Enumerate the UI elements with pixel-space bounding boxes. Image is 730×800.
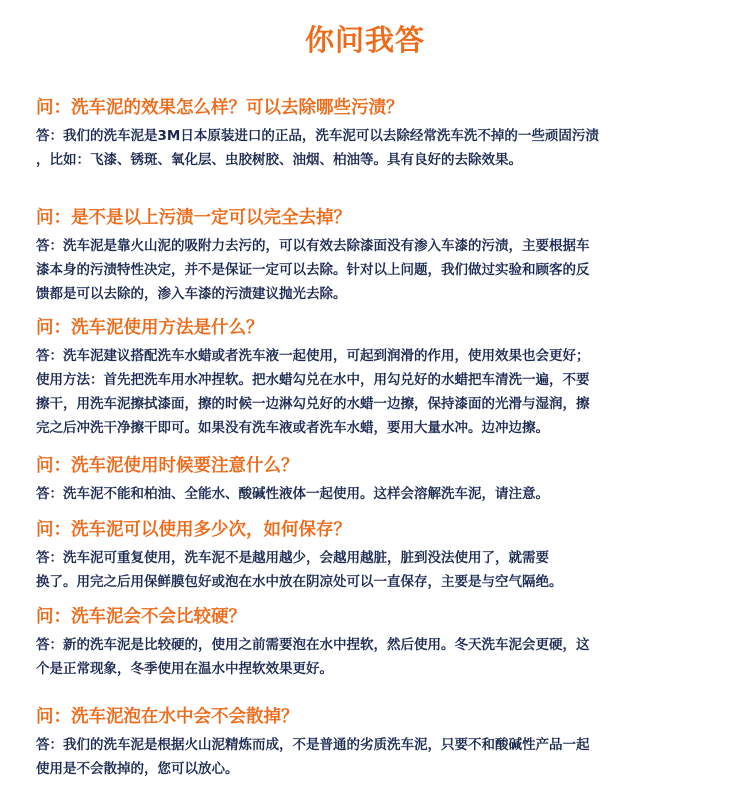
answer-line: 换了。用完之后用保鲜膜包好或泡在水中放在阴凉处可以一直保存，主要是与空气隔绝。 — [36, 574, 563, 590]
answer-line: 擦干，用洗车泥擦拭漆面，擦的时候一边淋勾兑好的水蜡一边擦，保持漆面的光滑与湿润，擦 — [36, 396, 590, 412]
question: 问：洗车泥可以使用多少次，如何保存？ — [36, 520, 351, 540]
answer — [36, 344, 706, 440]
answer — [36, 733, 706, 781]
question: 问：洗车泥使用方法是什么？ — [36, 318, 264, 338]
answer-line: ，比如：飞漆、锈斑、氧化层、虫胶树胶、油烟、柏油等。具有良好的去除效果。 — [36, 152, 522, 168]
answer-line: 馈都是可以去除的，渗入车漆的污渍建议抛光去除。 — [36, 286, 347, 302]
answer-line: 答：洗车泥建议搭配洗车水蜡或者洗车液一起使用，可起到润滑的作用，使用效果也会更好； — [36, 348, 590, 364]
qa-item — [36, 605, 706, 681]
qa-item — [36, 705, 706, 781]
question: 问：洗车泥的效果怎么样？可以去除哪些污渍？ — [36, 98, 404, 118]
answer — [36, 482, 706, 506]
answer-line: 漆本身的污渍特性决定，并不是保证一定可以去除。针对以上问题，我们做过实验和顾客的反 — [36, 262, 590, 278]
answer-line: 答：洗车泥是靠火山泥的吸附力去污的，可以有效去除漆面没有渗入车漆的污渍，主要根据车 — [36, 238, 590, 254]
page-title: 你问我答 — [304, 23, 425, 57]
qa-item — [36, 206, 706, 306]
answer — [36, 633, 706, 681]
answer-line: 答：洗车泥不能和柏油、全能水、酸碱性液体一起使用。这样会溶解洗车泥，请注意。 — [36, 486, 549, 502]
question: 问：洗车泥泡在水中会不会散掉？ — [36, 707, 299, 727]
qa-item — [36, 96, 706, 172]
question: 问：洗车泥会不会比较硬？ — [36, 607, 246, 627]
qa-item — [36, 518, 706, 594]
answer-line: 答：洗车泥可重复使用，洗车泥不是越用越少，会越用越脏，脏到没法使用了，就需要 — [36, 550, 549, 566]
answer-line: 答：我们的洗车泥是3M日本原装进口的正品，洗车泥可以去除经常洗车洗不掉的一些顽固污渍 — [36, 128, 599, 144]
answer-line: 答：新的洗车泥是比较硬的，使用之前需要泡在水中捏软，然后使用。冬天洗车泥会更硬，这 — [36, 637, 590, 653]
answer-line: 使用方法：首先把洗车用水冲捏软。把水蜡勾兑在水中，用勾兑好的水蜡把车清洗一遍，不要 — [36, 372, 590, 388]
answer — [36, 234, 706, 306]
answer — [36, 546, 706, 594]
answer-line: 答：我们的洗车泥是根据火山泥精炼而成，不是普通的劣质洗车泥，只要不和酸碱性产品一起 — [36, 737, 590, 753]
qa-item — [36, 454, 706, 506]
answer-line: 个是正常现象，冬季使用在温水中捏软效果更好。 — [36, 661, 333, 677]
question: 问：是不是以上污渍一定可以完全去掉？ — [36, 208, 351, 228]
answer-line: 完之后冲洗干净擦干即可。如果没有洗车液或者洗车水蜡，要用大量水冲。边冲边擦。 — [36, 420, 549, 436]
answer-line: 使用是不会散掉的，您可以放心。 — [36, 761, 239, 777]
question: 问：洗车泥使用时候要注意什么？ — [36, 456, 299, 476]
answer — [36, 124, 706, 172]
qa-item — [36, 316, 706, 440]
